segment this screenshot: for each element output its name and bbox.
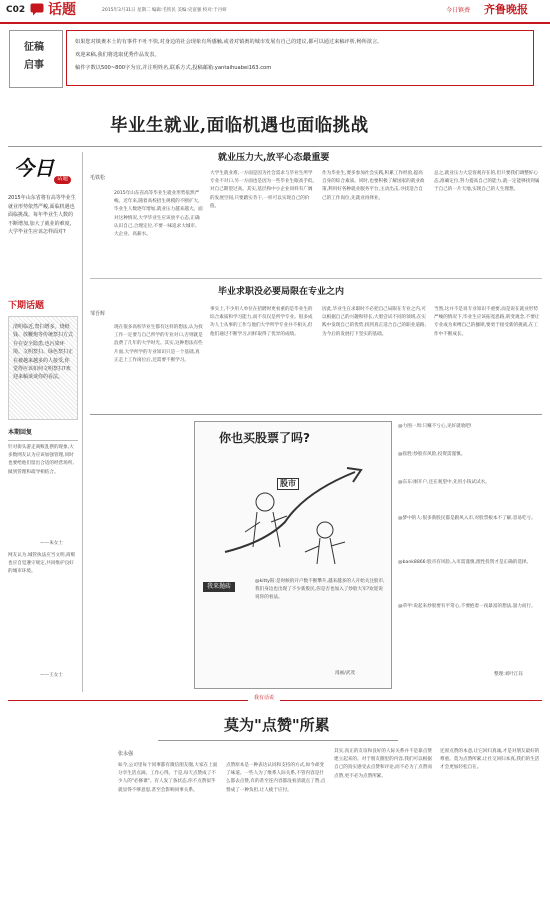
article-2-col-1: 现在很多高校毕业生都有这样的想法,认为找工作一定要与自己所学的专业对口,否则就是浪费了几年的大学时光。其实,这种想法有些片面,大学所学的专业知识只是一个基础,真正走上工作岗位后,还需要不断学习。 — [114, 325, 203, 363]
stock-comment-1: @力图一周:只赚不亏心,见好就收吧! — [398, 424, 472, 429]
article-1-author: 毛铁松 — [90, 175, 106, 181]
brand-small: 今日镇赉 — [446, 7, 471, 14]
notice-label-line2: 启事 — [24, 60, 44, 71]
next-topic-title: 下期话题 — [8, 301, 45, 311]
stock-comment-5: @bank8866:股市有风险,入市需谨慎,理性投资才是正确的选择。 — [398, 560, 532, 565]
section-title: 话题 — [48, 2, 76, 18]
article-2-rule — [90, 278, 542, 279]
headline: 毕业生就业,面临机遇也面临挑战 — [110, 116, 369, 136]
today-badge: 话题 — [54, 176, 71, 184]
today-topic — [8, 152, 76, 298]
hot-comments-title: 本期回复 — [8, 429, 33, 436]
article-3-col-4: 还原点赞的本意,让它回归真诚,才是对朋友最好的尊重。莫为点赞所累,让社交回归本真,我们的生活才会更加轻松自在。 — [440, 749, 540, 771]
article-2-author: 邹吾辉 — [90, 311, 106, 317]
hot-comments — [8, 428, 78, 686]
stock-figure-label: 股市 — [277, 478, 299, 490]
article-3 — [8, 708, 542, 918]
stock-cartoon — [205, 452, 381, 572]
article-2-col-2: 事实上,不少用人单位在招聘时更看重的是毕业生的综合素质和学习能力,而不仅仅是所学专业。很多成功人士从事的工作与他们大学所学专业并不相关,但他们通过不断学习,同样取得了优异的成绩。 — [210, 307, 313, 337]
article-2 — [90, 278, 542, 410]
section-tag: 我有话说 — [248, 696, 280, 701]
stock-caption-tag: 我来抛砖 — [203, 582, 235, 592]
stock-comment-3: @东东:刚开户,还在观望中,先用小钱试试水。 — [398, 480, 490, 485]
notice-label-line1: 征稿 — [24, 42, 44, 53]
hot-comment-1: 针对街头游走商贩乱摆的现象,大多数网友认为应该加强管理,同时也要给他们留出合适的经营场所,做到管理和疏导相结合。 — [8, 445, 74, 475]
article-1-col-3: 作为毕业生,要多参加社会实践,积累工作经验,提高自身的综合素质。同时,也要积极了解国家的就业政策,利用好各种就业服务平台,主动出击,寻找适合自己的工作岗位,先就业再择业。 — [322, 171, 425, 201]
article-3-rule — [158, 740, 398, 741]
article-3-title: 莫为"点赞"所累 — [224, 716, 330, 734]
headline-rule — [8, 146, 542, 147]
article-2-subtitle: 毕业求职没必要局限在专业之内 — [218, 287, 345, 297]
speech-bubble-icon — [30, 3, 44, 16]
stock-comment-4: @梦中的人:很多新股民都是跟风入市,对股票根本不了解,容易吃亏。 — [398, 516, 536, 521]
issue-info: 2015年3月31日 星期二 编辑:毛铁民 美编:史富强 校对:于丹妍 — [102, 8, 227, 13]
notice-line-2: 欢迎来稿,我们将选取优秀作品发表。 — [75, 52, 160, 58]
article-2-col-3: 因此,毕业生在求职时不必把自己局限在专业之内,可以根据自己的兴趣和特长,大胆尝试不同的领域,在实践中发现自己的优势,找到真正适合自己的职业道路,为今后的发展打下坚实的基础。 — [322, 307, 426, 337]
article-3-col-2: 点赞原本是一种表达认同和支持的方式,如今却变了味道。一些人为了维系人际关系,不管内容是什么都去点赞,有的甚至连内容都没看清就点了赞,点赞成了一种负担,让人疲于应付。 — [226, 763, 326, 793]
hot-comments-rule — [8, 440, 78, 441]
article-3-col-1: 如今,公司里每个同事都有微信朋友圈,大家在上面分享生活点滴、工作心得。于是,每天点赞成了不少人的"必修课"。有人发了条状态,你不点赞似乎就显得不够意思,甚至会影响同事关系。 — [118, 763, 218, 793]
stock-title: 你也买股票了吗? — [219, 431, 310, 445]
header-rule — [0, 22, 550, 24]
stock-comment-6: @草甲:说起来炒股要有平常心,不要抱着一夜暴富的想法,量力而行。 — [398, 604, 536, 609]
page-code: C02 — [6, 5, 26, 15]
stock-discussion — [90, 414, 542, 693]
stock-cartoon-drawing — [205, 452, 381, 572]
article-3-author: 张永强 — [118, 751, 134, 757]
next-topic-box — [8, 316, 78, 420]
stock-credit: 漫画/武茂 — [335, 671, 355, 676]
article-1-col-2: 大学生就业难,一方面是因为社会需求与毕业生所学专业不对口,另一方面也是因为一些毕业生眼高手低,对自己期望过高。其实,基层和中小企业同样有广阔的发展空间,只要踏实肯干,一样可以实现自己的价值。 — [210, 171, 314, 209]
hot-comment-1-signature: ——朱女士 — [40, 541, 63, 546]
call-for-submissions — [24, 30, 534, 86]
stock-caption: @kitty阳:是时候的开户数不断攀升,越来越多的人开始关注股市,我们身边也出现了不少新股民,你是否也加入了炒股大军?欢迎说说你的看法。 — [255, 579, 385, 601]
stock-editor: 整理:刘叶江钰 — [494, 672, 524, 677]
notice-line-3: 稿件字数以500~800字为宜,并注明姓名,联系方式,投稿邮箱:yantaihuabei163.com — [75, 65, 272, 71]
stock-comments — [398, 423, 542, 689]
page-header — [0, 0, 550, 22]
article-2-col-4: 当然,这并不是说专业知识不重要,而是说在就业形势严峻的情况下,毕业生应该拓宽思路,转变观念,不要让专业成为束缚自己的枷锁,要勇于接受新的挑战,在工作中不断成长。 — [434, 307, 540, 337]
next-topic — [8, 300, 76, 420]
stock-panel — [194, 421, 392, 689]
brand-logo: 齐鲁晚报 — [484, 3, 528, 16]
article-1-subtitle: 就业压力大,放平心态最重要 — [218, 153, 330, 163]
next-topic-paragraph: 清明临近,祭扫增多。烧纸钱、放鞭炮等传统祭扫方式存在安全隐患,也污染环境。文明祭扫、绿色祭扫正在被越来越多的人接受,你觉得应该如何文明祭扫?欢迎来稿谈谈你的看法。 — [13, 324, 73, 381]
today-paragraph: 2015年山东省将有高等毕业生就业形势依然严峻,面临机遇也面临挑战。每年毕业生人数的不断增加,加大了就业的难度,大学毕业生应该怎样面对? — [8, 195, 76, 236]
today-title: 今日 — [14, 156, 54, 180]
hot-comment-2-signature: ——王女士 — [40, 673, 63, 678]
hot-comment-2: 网友认为,城管执法应当文明,商贩也应自觉遵守规定,共同维护良好的城市环境。 — [8, 553, 76, 575]
notice-line-1: 如果您对镇赉本土的有事件不吐不快,对身边的社会现象有所感触,或者对镇赉的城市发展有自己的建议,都可以通过来稿评析,畅所欲言, — [75, 39, 379, 45]
article-1-col-4: 总之,就业压力大是客观存在的,但只要我们调整好心态,准确定位,努力提高自己的能力,就一定能够找到属于自己的一片天地,实现自己的人生理想。 — [434, 171, 540, 193]
article-1 — [90, 152, 542, 274]
notice-label — [9, 30, 63, 88]
left-column-divider — [82, 152, 83, 692]
article-3-col-3: 其实,真正的友谊和良好的人际关系并不是靠点赞建立起来的。对于朋友圈里的内容,我们可以根据自己的真实感受去点赞和评论,而不必为了点赞而点赞,更不必为点赞所累。 — [334, 749, 432, 779]
stock-comment-2: @崔胜:炒股有风险,投资需谨慎。 — [398, 452, 466, 457]
article-1-col-1: 2015年山东省高等毕业生就业形势依然严峻。近年来,随着高校招生规模的不断扩大,毕业生人数逐年增加,就业压力越来越大。面对这种情况,大学毕业生应该放平心态,正确认识自己,合理定位,不要一味追求大城市、大企业、高薪水。 — [114, 191, 203, 238]
